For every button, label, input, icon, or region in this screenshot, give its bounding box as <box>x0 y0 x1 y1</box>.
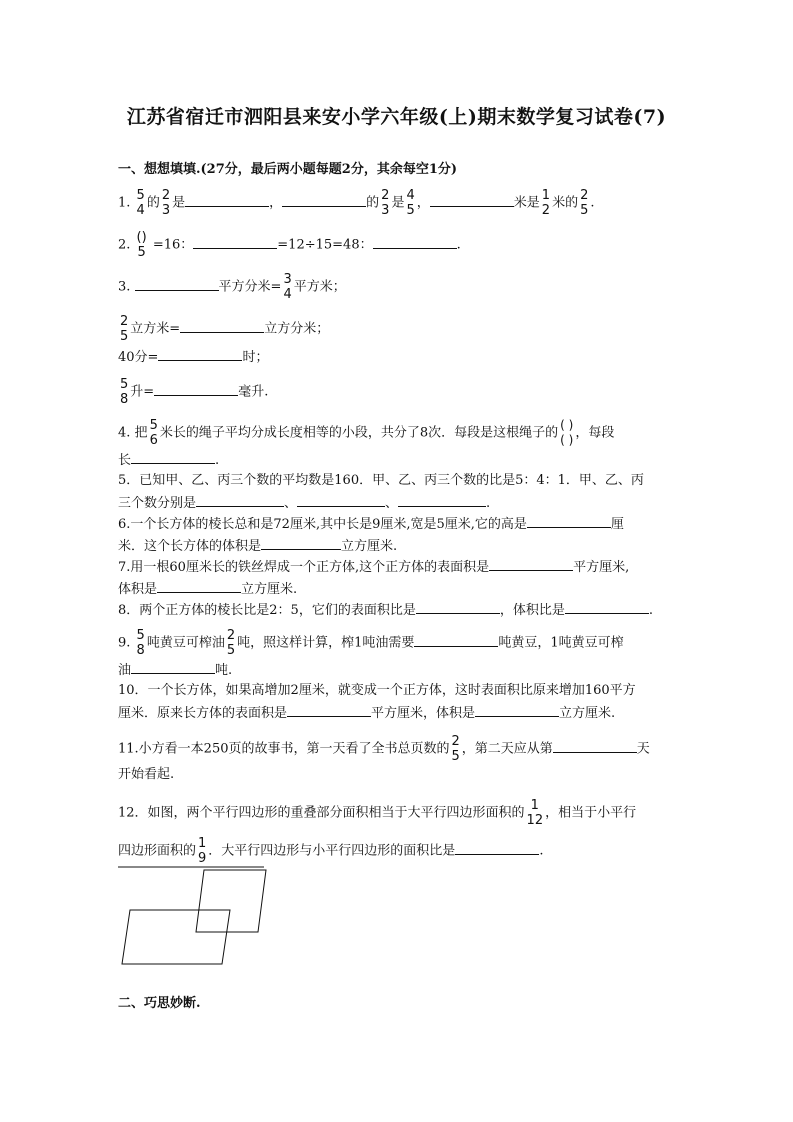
answer-blank[interactable] <box>158 346 242 361</box>
question-11: 11.小方看一本250页的故事书，第一天看了全书总页数的 2 5 ，第二天应从第 天 <box>118 734 650 764</box>
answer-blank[interactable] <box>131 659 215 674</box>
question-number: 4. <box>118 425 131 441</box>
answer-blank[interactable] <box>193 234 277 249</box>
answer-blank[interactable] <box>282 192 366 207</box>
answer-blank[interactable] <box>398 492 486 507</box>
answer-blank[interactable] <box>565 599 649 614</box>
fraction: 2 5 <box>120 314 129 344</box>
question-5: 5．已知甲、乙、丙三个数的平均数是160．甲、乙、丙三个数的比是5：4：1．甲、乙、丙 <box>118 473 644 488</box>
fraction: 2 3 <box>161 188 171 218</box>
question-1: 1. 5 4 的 2 3 是 ， 的 2 3 是 4 5 ， 米是 1 2 米的 2 5 . <box>118 188 595 218</box>
fraction: 2 5 <box>580 188 589 218</box>
answer-blank[interactable] <box>185 192 269 207</box>
question-12-line2: 四边形面积的 1 9 ．大平行四边形与小平行四边形的面积比是 . <box>118 836 544 866</box>
answer-blank[interactable] <box>553 738 637 753</box>
answer-blank[interactable] <box>430 192 514 207</box>
fraction: 5 8 <box>120 377 129 407</box>
fraction: 1 12 <box>526 798 544 828</box>
large-parallelogram <box>122 910 230 964</box>
section-1-heading: 一、想想填填.(27分，最后两小题每题2分，其余每空1分) <box>118 162 458 177</box>
question-11-line2: 开始看起. <box>118 767 175 782</box>
answer-blank[interactable] <box>489 556 573 571</box>
answer-blank[interactable] <box>297 492 385 507</box>
fraction: 4 5 <box>406 188 415 218</box>
fraction: 2 5 <box>226 628 236 658</box>
question-6: 6.一个长方体的棱长总和是72厘米,其中长是9厘米,宽是5厘米,它的高是 厘 <box>118 513 675 536</box>
fraction: 2 3 <box>381 188 390 218</box>
question-3b: 2 5 立方米= 立方分米； <box>120 314 330 344</box>
answer-blank[interactable] <box>527 513 611 528</box>
question-number: 3. <box>118 279 131 295</box>
question-number: 9. <box>118 635 131 651</box>
question-10-line2: 厘米．原来长方体的表面积是 平方厘米，体积是 立方厘米. <box>118 702 675 725</box>
answer-blank[interactable] <box>414 632 498 647</box>
answer-blank[interactable] <box>196 492 284 507</box>
answer-blank[interactable] <box>373 234 457 249</box>
answer-blank[interactable] <box>157 578 241 593</box>
answer-blank[interactable] <box>416 599 500 614</box>
answer-blank[interactable] <box>287 702 371 717</box>
fraction: 5 6 <box>149 418 158 448</box>
fraction: () 5 <box>136 230 147 260</box>
answer-blank[interactable] <box>475 702 559 717</box>
fraction: 1 9 <box>198 836 207 866</box>
answer-blank[interactable] <box>154 381 238 396</box>
small-parallelogram <box>196 870 266 932</box>
question-9-line2: 油 吨. <box>118 659 675 682</box>
question-3: 3. 平方分米= 3 4 平方米； <box>118 272 346 302</box>
question-2: 2. () 5 =16： =12÷15=48： . <box>118 230 461 260</box>
fraction: 1 2 <box>541 188 551 218</box>
answer-blank[interactable] <box>131 449 215 464</box>
parallelogram-figure <box>118 866 278 970</box>
fraction: 3 4 <box>283 272 292 302</box>
question-5-line2: 三个数分别是 、 、 . <box>118 492 675 515</box>
answer-blank[interactable] <box>135 276 219 291</box>
question-number: 1. <box>118 195 131 211</box>
question-3d: 5 8 升= 毫升. <box>120 377 269 407</box>
question-10: 10．一个长方体，如果高增加2厘米，就变成一个正方体，这时表面积比原来增加160平方 <box>118 683 636 698</box>
question-3c: 40分= 时； <box>118 346 675 369</box>
fraction: 5 8 <box>136 628 145 658</box>
fraction-blank[interactable]: ( ) ( ) <box>560 418 574 447</box>
answer-blank[interactable] <box>455 840 539 855</box>
question-6-line2: 米．这个长方体的体积是 立方厘米. <box>118 535 675 558</box>
fraction: 2 5 <box>451 734 460 764</box>
answer-blank[interactable] <box>180 318 264 333</box>
question-12: 12．如图，两个平行四边形的重叠部分面积相当于大平行四边形面积的 1 12 ，相当于小平行 <box>118 798 637 828</box>
question-9: 9. 5 8 吨黄豆可榨油 2 5 吨，照这样计算，榨1吨油需要 吨黄豆，1吨黄豆可榨 <box>118 628 624 658</box>
fraction: 5 4 <box>136 188 145 218</box>
question-number: 2. <box>118 237 131 253</box>
question-4-line2: 长 . <box>118 449 675 472</box>
section-2-heading: 二、巧思妙断. <box>118 996 201 1011</box>
question-7-line2: 体积是 立方厘米. <box>118 578 675 601</box>
answer-blank[interactable] <box>261 535 341 550</box>
page-title: 江苏省宿迁市泗阳县来安小学六年级(上)期末数学复习试卷(7) <box>126 106 667 128</box>
question-7: 7.用一根60厘米长的铁丝焊成一个正方体,这个正方体的表面积是 平方厘米, <box>118 556 675 579</box>
question-4: 4. 把 5 6 米长的绳子平均分成长度相等的小段，共分了8次．每段是这根绳子的 ( ) ( ) ，每段 <box>118 418 615 448</box>
question-8: 8．两个正方体的棱长比是2：5，它们的表面积比是 ，体积比是 . <box>118 599 675 622</box>
